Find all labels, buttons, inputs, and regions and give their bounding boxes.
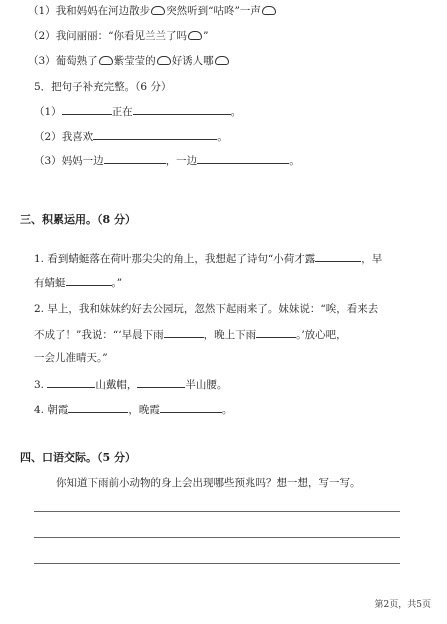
sentence-text: 山戴帽， [95, 379, 138, 391]
sentence-text: 半山腰。 [185, 379, 228, 391]
sentence-text: 妈妈一边 [61, 155, 104, 167]
s4-prompt: 你知道下雨前小动物的身上会出现哪些预兆吗？想一想，写一写。 [56, 477, 361, 489]
item-number: （3） [34, 155, 62, 167]
answer-blank[interactable] [104, 153, 166, 164]
answer-blank[interactable] [93, 129, 217, 140]
item-number: （1） [28, 5, 56, 17]
sentence-text: 不成了！”我说：“‘早晨下雨 [34, 329, 164, 341]
sentence-text: 我喜欢 [61, 131, 94, 143]
sentence-text: 。 [289, 155, 300, 167]
answer-blank[interactable] [66, 275, 112, 286]
sentence-text: 1. 看到蜻蜓落在荷叶那尖尖的角上，我想起了诗句“小荷才露 [34, 253, 316, 265]
sentence-text: ，一边 [165, 155, 198, 167]
punctuation-bubble-icon[interactable] [151, 6, 165, 15]
answer-blank[interactable] [197, 153, 289, 164]
answer-line[interactable] [34, 537, 400, 538]
answer-blank[interactable] [137, 377, 185, 388]
sentence-text: 我和妈妈在河边散步 [55, 5, 151, 17]
sentence-text: ，早 [361, 253, 383, 265]
answer-blank[interactable] [133, 104, 231, 115]
page-number: 第2页，共5页 [374, 600, 431, 610]
answer-blank[interactable] [62, 104, 112, 115]
sentence-text: ，晚上下雨 [203, 329, 257, 341]
sentence-text: 正在 [111, 106, 133, 118]
sentence-text: 突然听到“咕咚”一声 [166, 5, 261, 17]
sentence-text: 好诱人哪 [171, 55, 214, 67]
item-number: （2） [28, 30, 56, 42]
sentence-text: 。 [230, 106, 242, 118]
sentence-text: 。” [111, 277, 123, 289]
punctuation-bubble-icon[interactable] [99, 56, 113, 65]
q5-item-2 [34, 129, 228, 144]
answer-blank[interactable] [164, 327, 204, 338]
sentence-text: 葡萄熟了 [55, 55, 98, 67]
q5-item-1 [34, 104, 241, 119]
answer-blank[interactable] [256, 327, 296, 338]
q5-title: 5．把句子补充完整。（6 分） [34, 81, 172, 93]
s3-q4 [34, 402, 232, 417]
answer-blank[interactable] [160, 402, 222, 413]
punctuation-bubble-icon[interactable] [188, 31, 202, 40]
sentence-text: 我问丽丽：“你看见兰兰了吗 [55, 30, 188, 42]
answer-line[interactable] [34, 563, 400, 564]
sentence-text: 4. 朝霞 [34, 404, 69, 416]
sentence-text: 紫莹莹的 [113, 55, 156, 67]
s3-q2-line2 [34, 327, 347, 342]
answer-line[interactable] [34, 511, 400, 512]
punctuation-bubble-icon[interactable] [262, 6, 276, 15]
q4-item-1 [28, 4, 277, 18]
sentence-text: 。’放心吧， [296, 329, 347, 341]
q5-item-3 [34, 153, 300, 168]
sentence-text: ” [203, 30, 209, 42]
answer-blank[interactable] [68, 402, 128, 413]
item-number: （1） [34, 106, 62, 118]
answer-blank[interactable] [315, 251, 361, 262]
q4-item-2 [28, 29, 208, 43]
item-number: （2） [34, 131, 62, 143]
answer-blank[interactable] [47, 377, 95, 388]
s3-q1-line2 [34, 275, 122, 290]
s3-q2-line1: 2. 早上，我和妹妹约好去公园玩，忽然下起雨来了。妹妹说：“唉，看来去 [34, 303, 379, 315]
s3-q2-line3: 一会儿准晴天。” [34, 352, 108, 364]
s3-q3 [34, 377, 227, 392]
q4-item-3 [28, 54, 230, 68]
section-4-heading: 四、口语交际。（5 分） [20, 451, 136, 464]
sentence-text: 。 [217, 131, 228, 143]
sentence-text: 。 [221, 404, 233, 416]
s3-q1-line1 [34, 251, 382, 266]
sentence-text: ，晚霞 [128, 404, 160, 416]
punctuation-bubble-icon[interactable] [215, 56, 229, 65]
punctuation-bubble-icon[interactable] [157, 56, 171, 65]
sentence-text: 有蜻蜓 [34, 277, 66, 289]
sentence-text: 3. [34, 379, 48, 391]
item-number: （3） [28, 55, 56, 67]
section-3-heading: 三、积累运用。（8 分） [20, 213, 136, 226]
